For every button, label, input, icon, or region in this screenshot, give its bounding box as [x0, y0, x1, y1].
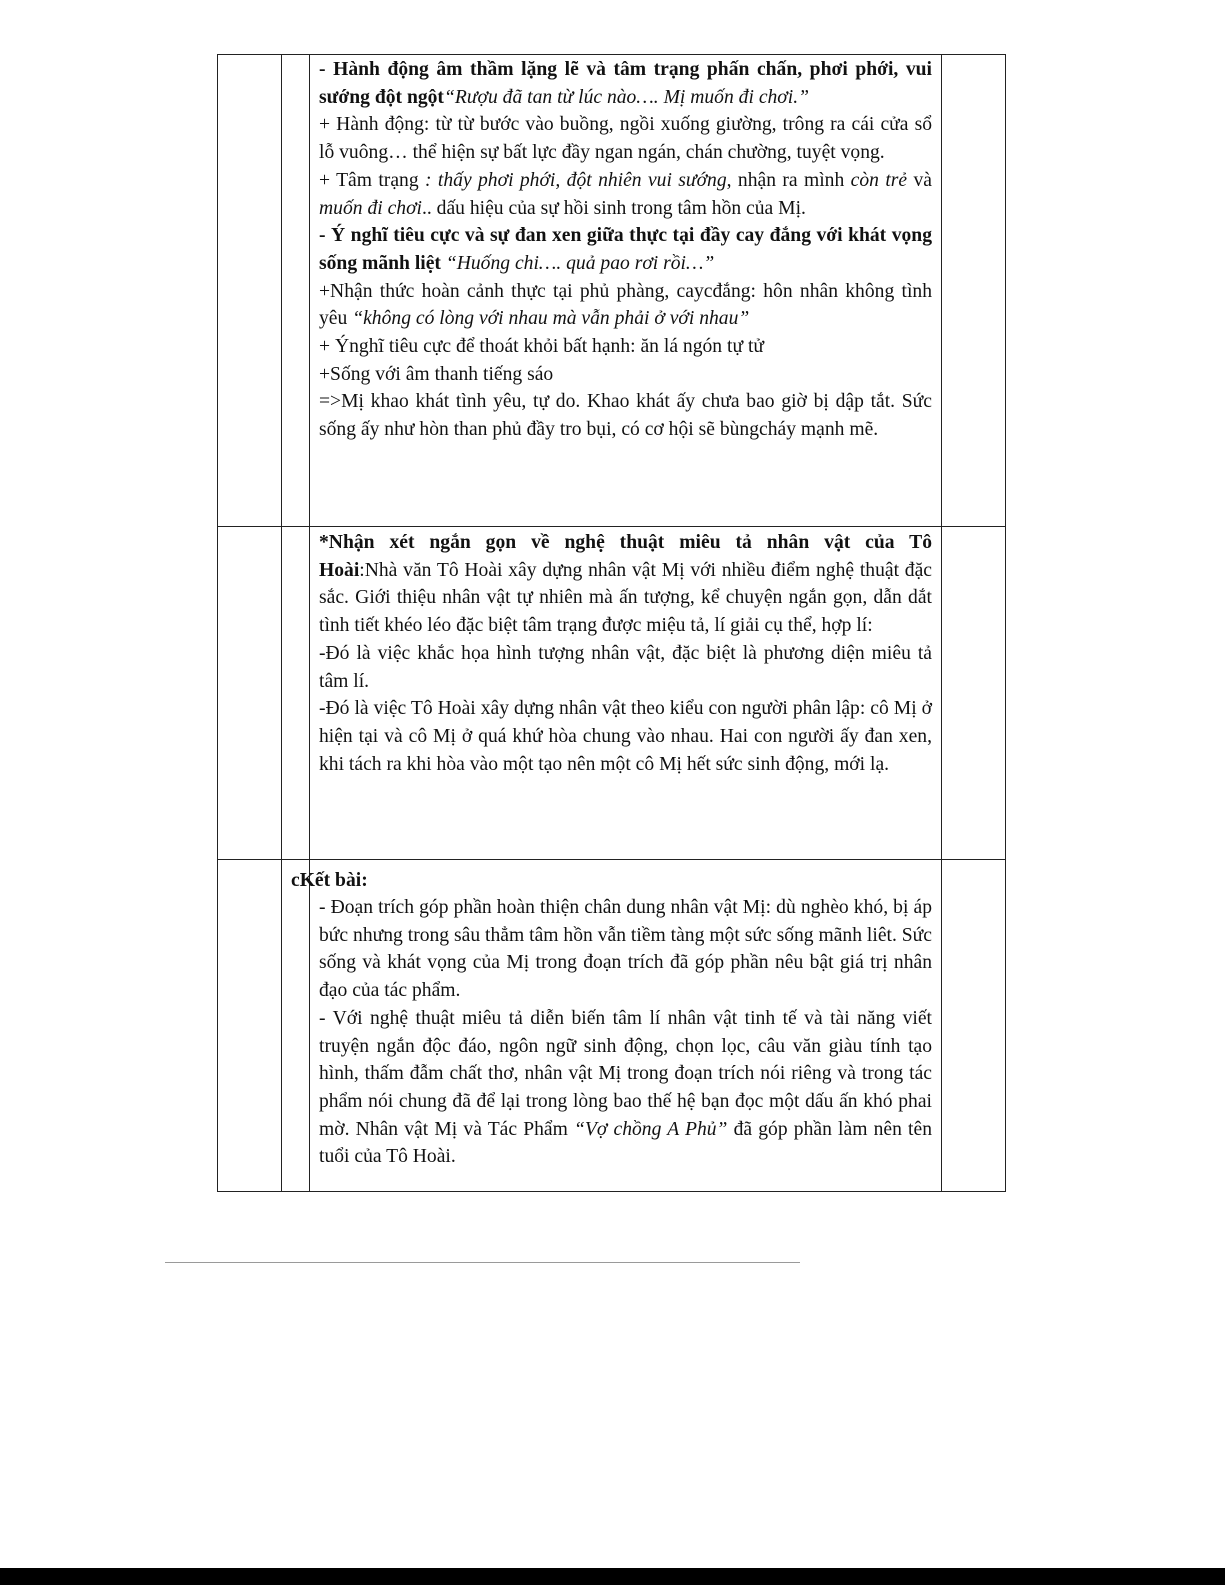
- mood-part-d: còn trẻ: [850, 169, 908, 191]
- awareness-quote: “không có lòng với nhau mà vẫn phải ở với nhau”: [352, 308, 750, 330]
- row-divider-2: [217, 859, 1006, 860]
- row3-work-title: “Vợ chồng A Phủ”: [574, 1118, 728, 1140]
- row1-awareness: [319, 278, 932, 333]
- col-line-1: [217, 54, 218, 1191]
- table-bottom-border: [217, 1191, 1006, 1192]
- row1-thought: + Ýnghĩ tiêu cực để thoát khỏi bất hạnh: ăn lá ngón tự tử: [319, 336, 765, 358]
- row2-heading: *Nhận xét ngắn gọn về nghệ thuật miêu tả nhân vật của Tô Hoài: [319, 532, 932, 581]
- row1-heading-2-bold: - Ý nghĩ tiêu cực và sự đan xen giữa thực tại đầy cay đắng với khát vọng sống mãnh liệt: [319, 225, 932, 274]
- conclusion-heading: cKết bài:: [291, 870, 368, 891]
- row3-point-2-end: đã góp phần làm nên tên tuổi của Tô Hoài.: [319, 1118, 932, 1168]
- row2-intro: [319, 529, 932, 640]
- row1-heading-1: [319, 56, 932, 111]
- row2-intro-text: :Nhà văn Tô Hoài xây dựng nhân vật Mị với nhiều điểm nghệ thuật đặc sắc. Giới thiệu nhân vật tự nhiên mà ấn tượng, kể chuyện ngắn gọn, dẫn dắt tình tiết khéo léo đặc biệt tâm trạng được miệu tả, lí giải cụ thể, hợp lí:: [319, 559, 932, 637]
- row1-heading-2: [319, 222, 932, 277]
- col-line-5: [1005, 54, 1006, 1191]
- awareness-text: +Nhận thức hoàn cảnh thực tại phủ phàng, caycđắng: hôn nhân không tình yêu: [319, 280, 932, 330]
- mood-part-e: và: [907, 169, 932, 191]
- row1-heading-1-bold: - Hành động âm thầm lặng lẽ và tâm trạng phấn chấn, phơi phới, vui sướng đột ngột: [319, 59, 932, 108]
- mood-part-a: + Tâm trạng: [319, 169, 425, 191]
- row2-point-2: -Đó là việc Tô Hoài xây dựng nhân vật theo kiểu con người phân lập: cô Mị ở hiện tại và cô Mị ở quá khứ hòa chung vào nhau. Hai con người ấy đan xen, khi tách ra khi hòa vào một tạo nên một cô Mị hết sức sinh động, mới lạ.: [319, 698, 932, 775]
- row1-mood: [319, 167, 932, 222]
- row1-conclusion: =>Mị khao khát tình yêu, tự do. Khao khát ấy chưa bao giờ bị dập tắt. Sức sống ấy như hòn than phủ đầy tro bụi, có cơ hội sẽ bùngcháy mạnh mẽ.: [319, 391, 932, 441]
- row1-content: [319, 56, 932, 444]
- mood-part-c: , nhận ra mình: [726, 169, 851, 191]
- row1-flute: +Sống với âm thanh tiếng sáo: [319, 363, 554, 385]
- table-top-border: [217, 54, 1006, 55]
- page-bottom-bar: [0, 1568, 1225, 1585]
- row1-heading-2-quote: “Huống chi…. quả pao rơi rồi…”: [440, 252, 715, 274]
- row-divider-1: [217, 526, 1006, 527]
- row3-point-1: - Đoạn trích góp phần hoàn thiện chân dung nhân vật Mị: dù nghèo khó, bị áp bức nhưng trong sâu thẳm tâm hồn vẫn tiềm tàng một sức sống mãnh liêt. Sức sống và khát vọng của Mị trong đoạn trích đã góp phần nêu bật giá trị nhân đạo của tác phẩm.: [319, 897, 932, 1002]
- row1-action: + Hành động: từ từ bước vào buồng, ngồi xuống giường, trông ra cái cửa sổ lỗ vuông… thể hiện sự bất lực đầy ngan ngán, chán chường, tuyệt vọng.: [319, 114, 932, 164]
- footnote-rule: [165, 1262, 800, 1263]
- row2-point-1: -Đó là việc khắc họa hình tượng nhân vật, đặc biệt là phương diện miêu tả tâm lí.: [319, 642, 932, 692]
- row1-heading-1-quote: “Rượu đã tan từ lúc nào…. Mị muốn đi chơi.”: [443, 86, 810, 108]
- row2-content: [319, 529, 932, 778]
- col-line-2: [281, 54, 282, 1191]
- row3-content: [319, 894, 932, 1171]
- mood-part-g: .. dấu hiệu của sự hồi sinh trong tâm hồn của Mị.: [421, 197, 806, 219]
- col-line-4: [941, 54, 942, 1191]
- col-line-3: [309, 54, 310, 1191]
- row3-point-2-text: - Với nghệ thuật miêu tả diễn biến tâm lí nhân vật tinh tế và tài năng viết truyện ngắn độc đáo, ngôn ngữ sinh động, chọn lọc, câu văn giàu tính tạo hình, thấm đẫm chất thơ, nhân vật Mị trong đoạn trích nói riêng và trong tác phẩm nói chung đã để lại trong lòng bao thế hệ bạn đọc một dấu ấn khó phai mờ. Nhân vật Mị và Tác Phẩm: [319, 1007, 932, 1140]
- row3-point-2: [319, 1005, 932, 1171]
- mood-part-f: muốn đi chơi: [319, 197, 422, 219]
- mood-part-b: : thấy phơi phới, đột nhiên vui sướng: [425, 169, 727, 191]
